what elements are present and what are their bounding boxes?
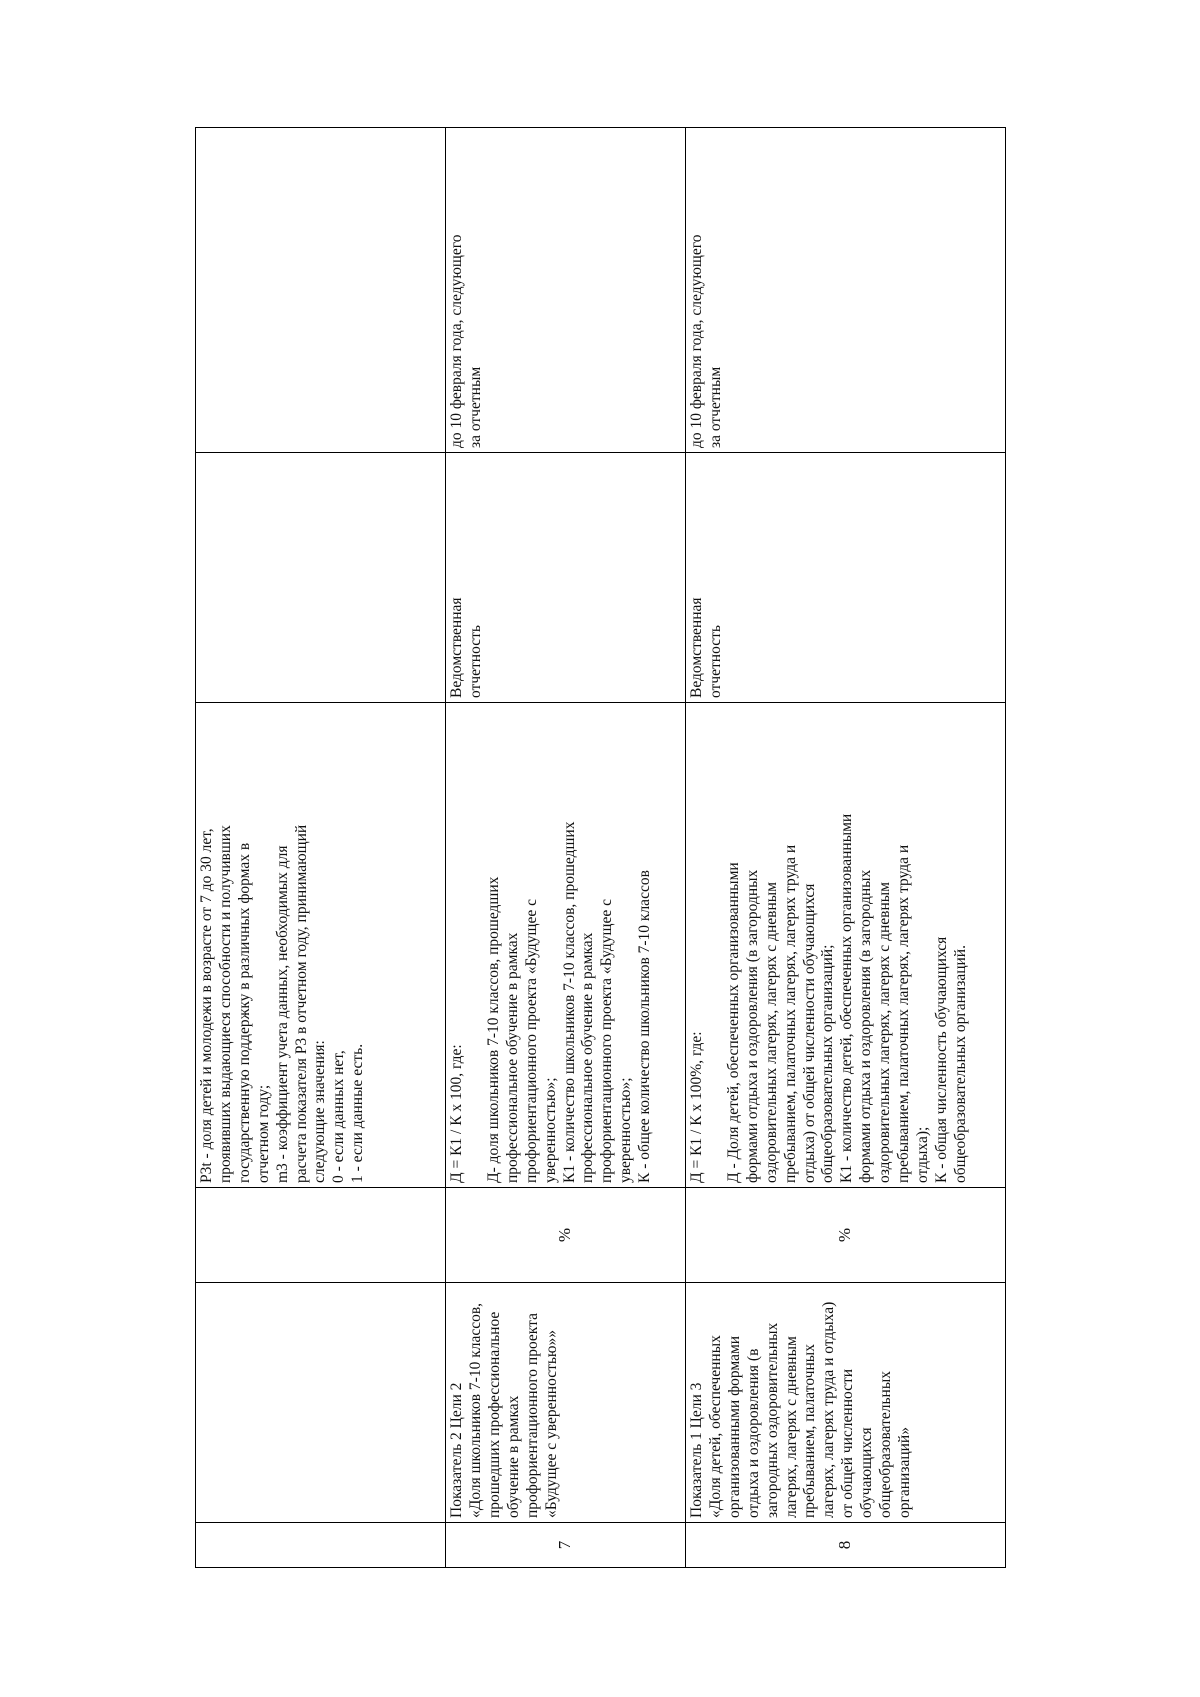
formula-line: пребыванием, палаточных лагерях, лагерях труда и	[895, 844, 913, 1183]
formula-cell	[686, 703, 1006, 1188]
formula-line: формами отдыха и оздоровления (в загородных	[743, 869, 761, 1183]
formula-line: проявивших выдающиеся способности и получивших	[216, 825, 234, 1183]
indicator-line: от общей численности	[839, 1368, 857, 1518]
indicator-line: «Доля детей, обеспеченных	[706, 1335, 724, 1518]
indicator-line: обучающихся	[858, 1427, 876, 1518]
deadline-cell	[446, 128, 686, 453]
deadline-line: за отчетным	[706, 366, 724, 448]
indicator-line: загородных оздоровительных	[763, 1322, 781, 1518]
indicator-line: Показатель 1 Цели 3	[688, 1382, 705, 1518]
formula-line: расчета показателя Р3 в отчетном году, принимающий	[292, 824, 310, 1183]
formula-spacer	[467, 707, 485, 1183]
formula-line: m3 - коэффициент учета данных, необходимых для	[273, 845, 291, 1183]
formula-line: пребыванием, палаточных лагерях, лагерях труда и	[781, 844, 799, 1183]
indicator-line: профориентационного проекта	[523, 1313, 541, 1518]
formula-line: Д - Доля детей, обеспеченных организованными	[724, 862, 742, 1183]
formula-line: уверенностью»;	[541, 1077, 559, 1183]
table-row-continuation	[196, 128, 446, 1568]
formula-line: Р3t - доля детей и молодежи в возрасте от 7 до 30 лет,	[198, 828, 215, 1183]
row-number: 7	[446, 1523, 686, 1568]
formula-line: государственную поддержку в различных формах в	[235, 842, 253, 1183]
indicator-line: Показатель 2 Цели 2	[448, 1382, 465, 1518]
unit-cell: %	[446, 1188, 686, 1283]
source-cell	[196, 453, 446, 703]
formula-line: Д- доля школьников 7-10 классов, прошедших	[484, 876, 502, 1183]
deadline-cell	[196, 128, 446, 453]
indicator-line: «Доля школьников 7-10 классов,	[466, 1302, 484, 1518]
indicator-line: организаций»	[895, 1427, 913, 1518]
formula-cell	[196, 703, 446, 1188]
formula-line: К1 - количество школьников 7-10 классов, прошедших	[560, 821, 578, 1183]
formula-line: общеобразовательных организаций.	[951, 945, 969, 1183]
indicator-line: обучение в рамках	[504, 1395, 522, 1518]
source-line: отчетность	[706, 625, 724, 698]
formula-line: профессиональное обучение в рамках	[579, 932, 597, 1183]
deadline-cell	[686, 128, 1006, 453]
formula-spacer	[707, 707, 725, 1183]
formula-line: 1 - если данные есть.	[349, 1043, 367, 1183]
deadline-line: за отчетным	[466, 366, 484, 448]
formula-line: профессиональное обучение в рамках	[503, 932, 521, 1183]
formula-line: уверенностью»;	[617, 1077, 635, 1183]
indicator-line: организованными формами	[725, 1335, 743, 1518]
formula-line: К - общее количество школьников 7-10 классов	[636, 870, 654, 1183]
source-line: отчетность	[466, 625, 484, 698]
formula-line: отдыха) от общей численности обучающихся	[800, 883, 818, 1183]
formula-line: оздоровительных лагерях, лагерях с дневным	[876, 882, 894, 1183]
indicator-line: пребыванием, палаточных	[801, 1344, 819, 1518]
formula-line: Д = К1 / К х 100, где:	[448, 1044, 465, 1183]
formula-line: отчетном году;	[254, 1084, 272, 1183]
indicator-line: прошедших профессиональное	[485, 1311, 503, 1518]
indicator-cell	[196, 1283, 446, 1523]
formula-line: К - общая численность обучающихся	[932, 936, 950, 1183]
indicator-line: «Будущее с уверенностью»»	[542, 1329, 560, 1518]
source-line: Ведомственная	[448, 597, 465, 698]
source-line: Ведомственная	[688, 597, 705, 698]
formula-line: профориентационного проекта «Будущее с	[598, 899, 616, 1183]
indicator-line: лагерях, лагерях с дневным	[782, 1336, 800, 1518]
unit-cell	[196, 1188, 446, 1283]
deadline-line: до 10 февраля года, следующего	[448, 234, 465, 448]
formula-line: общеобразовательных организаций;	[819, 944, 837, 1183]
deadline-line: до 10 февраля года, следующего	[688, 234, 705, 448]
formula-cell	[446, 703, 686, 1188]
indicator-cell	[446, 1283, 686, 1523]
indicators-table	[195, 127, 1006, 1568]
source-cell	[686, 453, 1006, 703]
table-row-7	[446, 128, 686, 1568]
row-number: 8	[686, 1523, 1006, 1568]
formula-line: К1 - количество детей, обеспеченных организованными	[838, 813, 856, 1183]
formula-line: следующие значения:	[311, 1040, 329, 1183]
indicator-cell	[686, 1283, 1006, 1523]
unit-cell: %	[686, 1188, 1006, 1283]
formula-line: формами отдыха и оздоровления (в загородных	[857, 869, 875, 1183]
rotated-page	[195, 128, 1005, 1568]
formula-line: 0 - если данных нет,	[330, 1050, 348, 1183]
formula-line: оздоровительных лагерях, лагерях с дневным	[762, 882, 780, 1183]
indicator-line: отдыха и оздоровления (в	[744, 1348, 762, 1518]
indicator-line: общеобразовательных	[877, 1370, 895, 1518]
source-cell	[446, 453, 686, 703]
formula-line: отдыха);	[913, 1126, 931, 1183]
number-cell	[196, 1523, 446, 1568]
table-row-8	[686, 128, 1006, 1568]
formula-line: профориентационного проекта «Будущее с	[522, 899, 540, 1183]
indicator-line: лагерях, лагерях труда и отдыха)	[820, 1301, 838, 1518]
formula-line: Д = К1 / К х 100%, где:	[688, 1031, 705, 1183]
